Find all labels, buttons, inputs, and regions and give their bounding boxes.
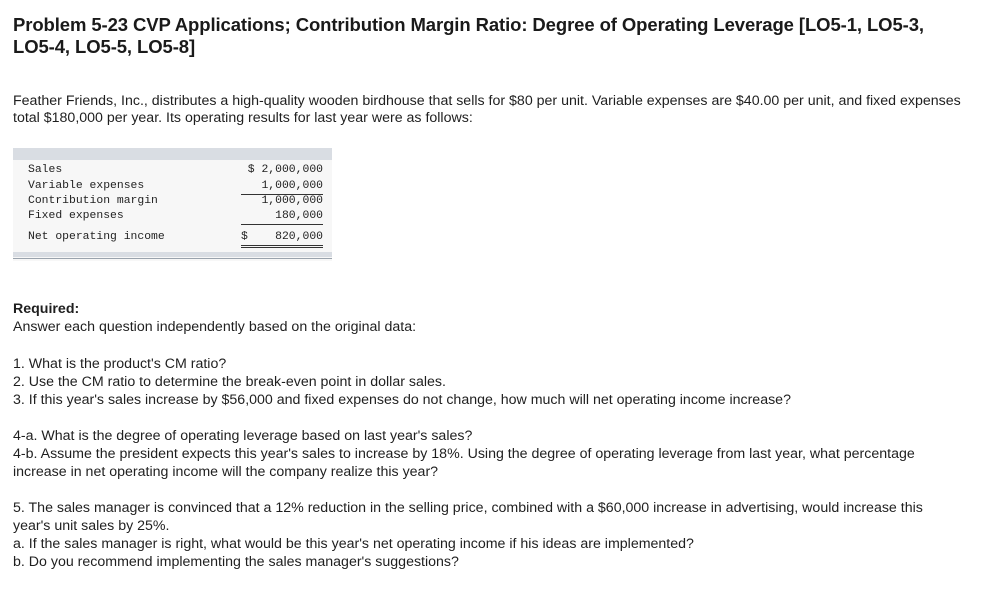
problem-intro: Feather Friends, Inc., distributes a high-quality wooden birdhouse that sells for $80 per unit. Variable expenses are $40.00 per unit, and fixed expenses total $180,000 per year. Its operating results for last year were as follows:	[13, 93, 961, 126]
row-label: Contribution margin	[28, 195, 158, 207]
income-statement-table	[13, 148, 332, 261]
total-underline-2	[241, 247, 323, 248]
table-header-bar	[13, 148, 332, 160]
row-label: Net operating income	[28, 231, 165, 243]
question-2: 2. Use the CM ratio to determine the break-even point in dollar sales.	[13, 374, 446, 390]
table-row-net-operating-income	[13, 230, 332, 246]
question-4a: 4-a. What is the degree of operating leverage based on last year's sales?	[13, 428, 473, 444]
row-currency: $	[241, 231, 248, 243]
row-value: 1,000,000	[261, 195, 323, 207]
question-5b: b. Do you recommend implementing the sales manager's suggestions?	[13, 554, 459, 570]
row-label: Fixed expenses	[28, 210, 124, 222]
table-row-contribution-margin	[13, 194, 332, 210]
row-value: 1,000,000	[261, 180, 323, 192]
table-row-fixed-expenses	[13, 209, 332, 225]
row-label: Variable expenses	[28, 180, 145, 192]
row-value: 820,000	[275, 231, 323, 243]
table-footer-bar	[13, 252, 332, 257]
table-row-sales	[13, 163, 332, 179]
question-5: 5. The sales manager is convinced that a 12% reduction in the selling price, combined with a $60,000 increase in advertising, would increase this year's unit sales by 25%.	[13, 500, 923, 534]
total-underline-1	[241, 245, 323, 246]
question-1: 1. What is the product's CM ratio?	[13, 356, 227, 372]
problem-title: Problem 5-23 CVP Applications; Contribution Margin Ratio: Degree of Operating Leverage [LO5-1, LO5-3, LO5-4, LO5-5, LO5-8]	[13, 14, 924, 57]
table-row-variable-expenses	[13, 179, 332, 195]
question-3: 3. If this year's sales increase by $56,000 and fixed expenses do not change, how much will net operating income increase?	[13, 392, 791, 408]
question-4b: 4-b. Assume the president expects this year's sales to increase by 18%. Using the degree of operating leverage from last year, what percentage increase in net operating income will the company realize this year?	[13, 446, 915, 480]
row-value: $ 2,000,000	[247, 164, 323, 176]
row-label: Sales	[28, 164, 63, 176]
required-instruction: Answer each question independently based on the original data:	[13, 319, 417, 335]
table-footer-line	[13, 258, 332, 259]
question-5a: a. If the sales manager is right, what would be this year's net operating income if his ideas are implemented?	[13, 536, 694, 552]
row-value: 180,000	[275, 210, 323, 222]
subtotal-underline	[241, 224, 323, 225]
required-heading: Required:	[13, 301, 80, 317]
